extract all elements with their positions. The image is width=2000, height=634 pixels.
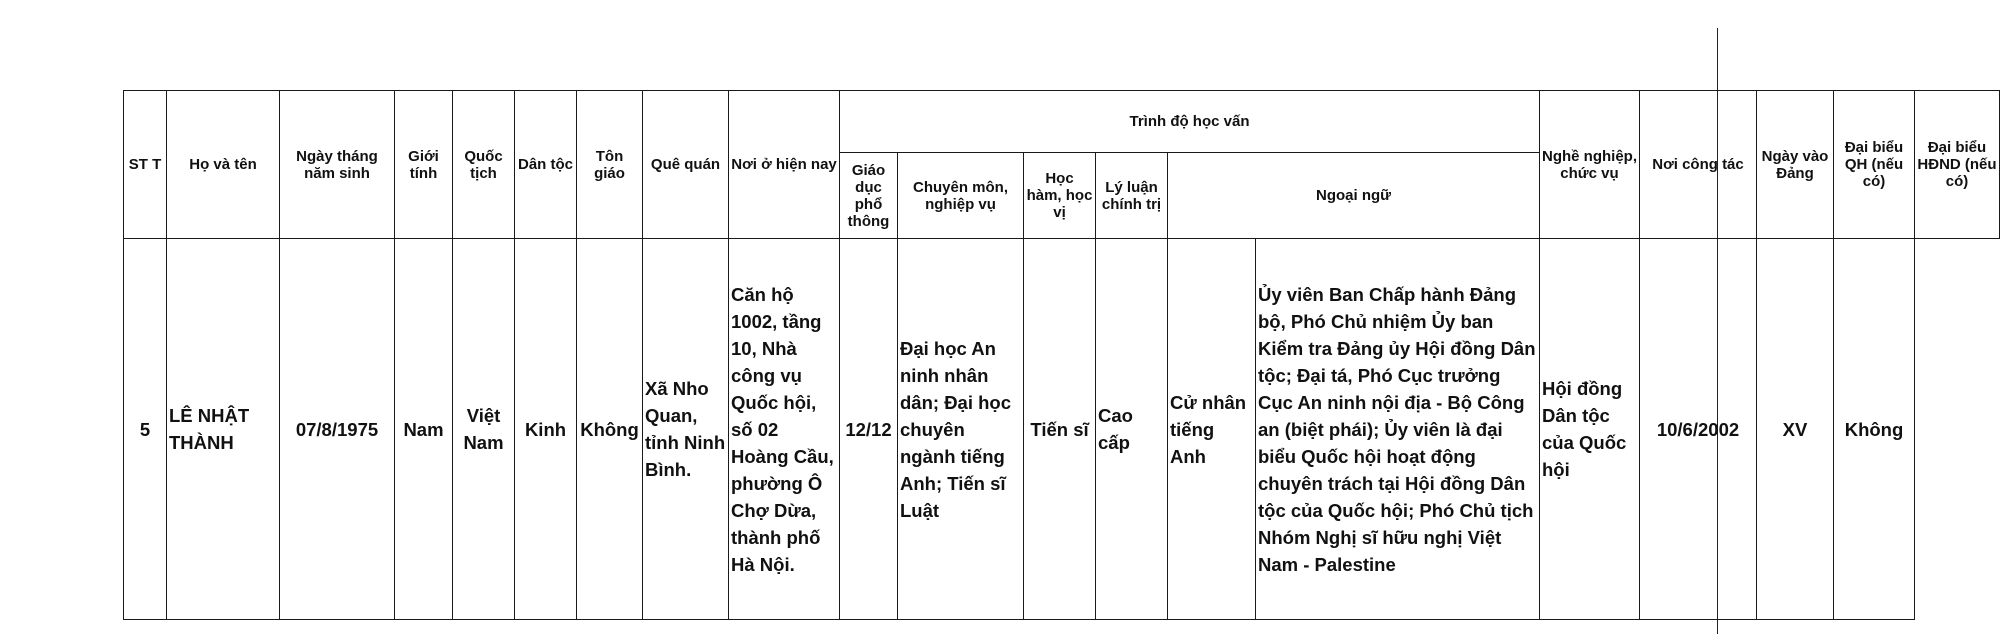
cell-ethnicity: Kinh xyxy=(515,239,577,620)
header-religion: Tôn giáo xyxy=(577,91,643,239)
header-occupation: Nghề nghiệp, chức vụ xyxy=(1540,91,1640,239)
header-council-delegate: Đại biểu HĐND (nếu có) xyxy=(1915,91,2000,239)
cell-occupation: Ủy viên Ban Chấp hành Đảng bộ, Phó Chủ nhiệm Ủy ban Kiểm tra Đảng ủy Hội đồng Dân tộc; Đại tá, Phó Cục trưởng Cục An ninh nội địa - Bộ Công an (biệt phái); Ủy viên là đại biểu Quốc hội hoạt động chuyên trách tại Hội đồng Dân tộc của Quốc hội; Phó Chủ tịch Nhóm Nghị sĩ hữu nghị Việt Nam - Palestine xyxy=(1256,239,1540,620)
header-education-group: Trình độ học vấn xyxy=(840,91,1540,153)
header-nationality: Quốc tịch xyxy=(453,91,515,239)
table-header xyxy=(124,91,2000,239)
cell-degree: Tiến sĩ xyxy=(1024,239,1096,620)
cell-name: LÊ NHẬT THÀNH xyxy=(167,239,280,620)
header-hometown: Quê quán xyxy=(643,91,729,239)
cell-language: Cử nhân tiếng Anh xyxy=(1168,239,1256,620)
header-party-date: Ngày vào Đảng xyxy=(1757,91,1834,239)
header-na-delegate: Đại biểu QH (nếu có) xyxy=(1834,91,1915,239)
header-workplace: Nơi công tác xyxy=(1640,91,1757,239)
header-degree: Học hàm, học vị xyxy=(1024,153,1096,239)
cell-party-date: 10/6/2002 xyxy=(1640,239,1757,620)
cell-specialty: Đại học An ninh nhân dân; Đại học chuyên ngành tiếng Anh; Tiến sĩ Luật xyxy=(898,239,1024,620)
header-residence: Nơi ở hiện nay xyxy=(729,91,840,239)
cell-council-delegate: Không xyxy=(1834,239,1915,620)
header-language: Ngoại ngữ xyxy=(1168,153,1540,239)
cell-gender: Nam xyxy=(395,239,453,620)
cell-stt: 5 xyxy=(124,239,167,620)
cell-politics: Cao cấp xyxy=(1096,239,1168,620)
cell-dob: 07/8/1975 xyxy=(280,239,395,620)
header-gender: Giới tính xyxy=(395,91,453,239)
header-general-edu: Giáo dục phổ thông xyxy=(840,153,898,239)
header-specialty: Chuyên môn, nghiệp vụ xyxy=(898,153,1024,239)
cell-nationality: Việt Nam xyxy=(453,239,515,620)
table-row xyxy=(124,239,2000,620)
cell-residence: Căn hộ 1002, tầng 10, Nhà công vụ Quốc hội, số 02 Hoàng Cầu, phường Ô Chợ Dừa, thành phố Hà Nội. xyxy=(729,239,840,620)
header-name: Họ và tên xyxy=(167,91,280,239)
cell-religion: Không xyxy=(577,239,643,620)
header-ethnicity: Dân tộc xyxy=(515,91,577,239)
cell-hometown: Xã Nho Quan, tỉnh Ninh Bình. xyxy=(643,239,729,620)
cell-workplace: Hội đồng Dân tộc của Quốc hội xyxy=(1540,239,1640,620)
header-politics: Lý luận chính trị xyxy=(1096,153,1168,239)
header-dob: Ngày tháng năm sinh xyxy=(280,91,395,239)
header-stt: ST T xyxy=(124,91,167,239)
cell-na-delegate: XV xyxy=(1757,239,1834,620)
cell-general-edu: 12/12 xyxy=(840,239,898,620)
candidate-table xyxy=(123,90,2000,620)
